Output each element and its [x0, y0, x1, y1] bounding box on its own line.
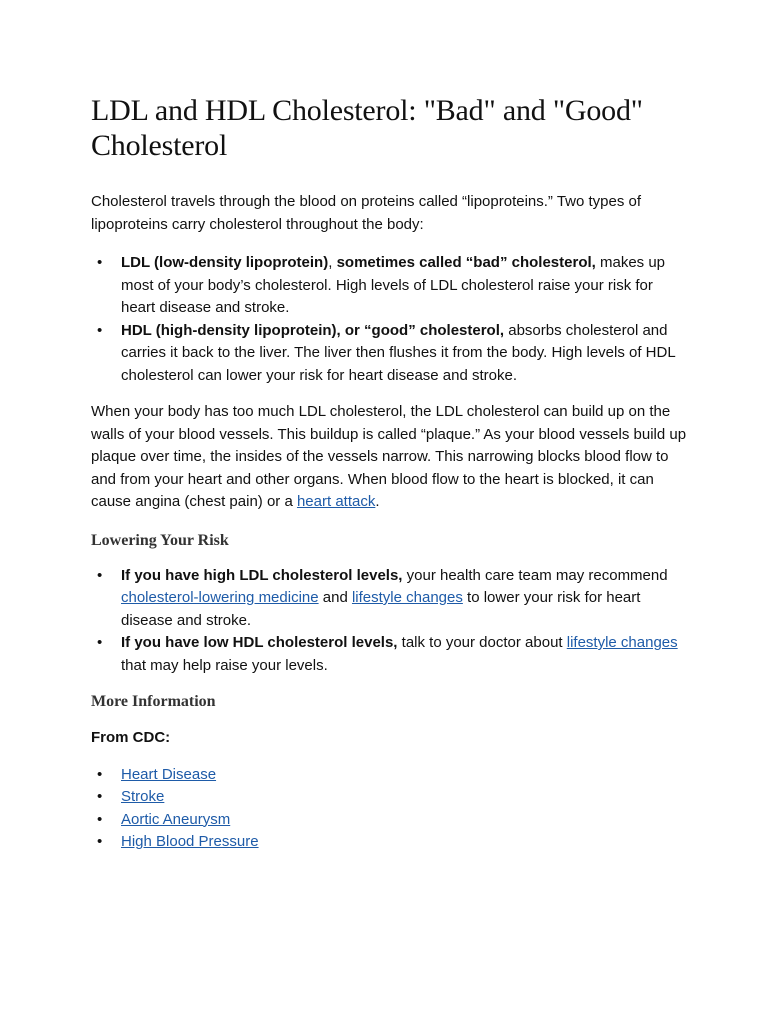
plaque-end: .: [375, 493, 380, 510]
lipoprotein-types-list: [91, 252, 691, 387]
hdl-term: HDL (high-density lipoprotein), or “good” cholesterol,: [121, 321, 505, 339]
high-blood-pressure-link[interactable]: High Blood Pressure: [121, 833, 259, 850]
list-item-aortic-aneurysm: [91, 809, 691, 832]
high-ldl-end: to lower your risk for heart disease and stroke.: [121, 589, 641, 629]
hdl-description: absorbs cholesterol and carries it back to the liver. The liver then flushes it from the body. High levels of HDL cholesterol can lower your risk for heart disease and stroke.: [121, 321, 676, 384]
heart-attack-link[interactable]: heart attack: [296, 493, 376, 510]
list-item-hdl: [91, 320, 691, 388]
high-ldl-label: If you have high LDL cholesterol levels,: [121, 566, 403, 584]
ldl-description: makes up most of your body’s cholesterol. High levels of LDL cholesterol raise your risk for heart disease and stroke.: [121, 254, 666, 316]
low-hdl-text: talk to your doctor about: [397, 634, 567, 651]
from-cdc-label: [91, 727, 691, 750]
bullet-icon: •: [97, 254, 103, 271]
bullet-icon: •: [97, 321, 103, 339]
intro-paragraph: Cholesterol travels through the blood on proteins called “lipoproteins.” Two types of lipoproteins carry cholesterol throughout the body:: [91, 193, 642, 233]
from-cdc-text: From CDC:: [91, 729, 171, 746]
high-ldl-text: your health care team may recommend: [402, 566, 668, 584]
heart-disease-link[interactable]: Heart Disease: [121, 765, 217, 783]
page-title: LDL and HDL Cholesterol: "Bad" and "Good" Cholesterol: [91, 94, 643, 162]
lifestyle-changes-link[interactable]: lifestyle changes: [351, 589, 463, 606]
ldl-bad-label: sometimes called “bad” cholesterol,: [336, 254, 596, 271]
lowering-risk-list: [91, 565, 691, 678]
stroke-link[interactable]: Stroke: [121, 788, 165, 805]
list-item-stroke: [91, 786, 691, 809]
bullet-icon: •: [97, 833, 103, 850]
aortic-aneurysm-link[interactable]: Aortic Aneurysm: [121, 810, 231, 828]
bullet-icon: •: [97, 634, 103, 651]
list-item-low-hdl: [91, 632, 691, 677]
bullet-icon: •: [97, 566, 103, 584]
ldl-comma: ,: [328, 254, 337, 271]
article: [91, 93, 691, 854]
more-information-heading: More Information: [91, 693, 216, 710]
cholesterol-lowering-medicine-link[interactable]: cholesterol-lowering medicine: [121, 589, 319, 606]
list-item-high-ldl: [91, 565, 691, 633]
bullet-icon: •: [97, 765, 103, 783]
plaque-paragraph: [91, 401, 691, 514]
list-item-high-blood-pressure: [91, 831, 691, 854]
lifestyle-changes-link-2[interactable]: lifestyle changes: [566, 634, 678, 651]
list-item-heart-disease: [91, 764, 691, 787]
low-hdl-label: If you have low HDL cholesterol levels,: [121, 634, 398, 651]
lowering-risk-heading: Lowering Your Risk: [91, 531, 229, 549]
high-ldl-and: and: [318, 589, 352, 606]
low-hdl-end: that may help raise your levels.: [121, 656, 328, 674]
bullet-icon: •: [97, 810, 103, 828]
cdc-links-list: [91, 764, 691, 854]
bullet-icon: •: [97, 788, 103, 805]
ldl-term: LDL (low-density lipoprotein): [121, 254, 329, 271]
list-item-ldl: [91, 252, 691, 320]
plaque-text: When your body has too much LDL cholesterol, the LDL cholesterol can build up on the walls of your blood vessels. This buildup is called “plaque.” As your blood vessels build up plaque over time, the insides of the vessels narrow. This narrowing blocks blood flow to and from your heart and other organs. When blood flow to the heart is blocked, it can cause angina (chest pain) or a: [91, 403, 687, 510]
